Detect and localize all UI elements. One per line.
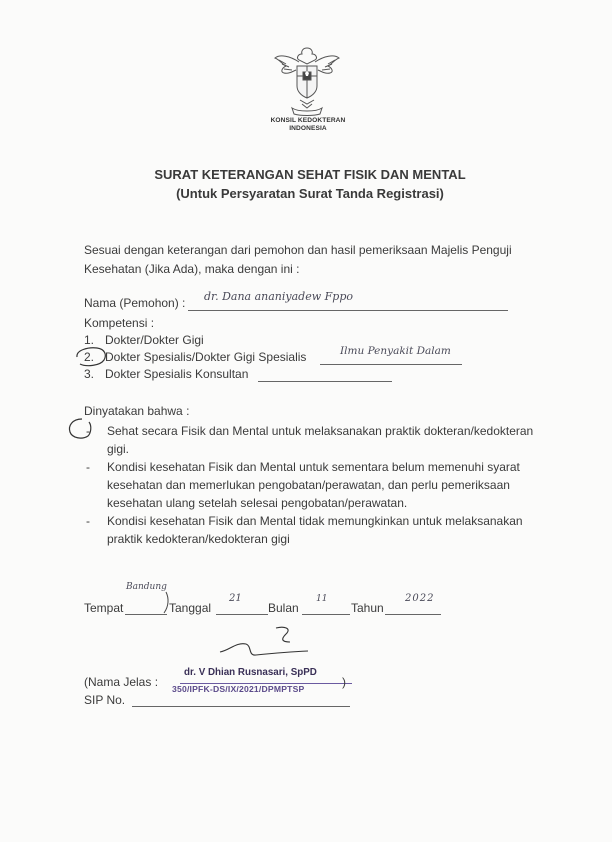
consultant-line [258, 381, 392, 382]
competence-label: Kompetensi : [84, 316, 155, 330]
document-title: SURAT KETERANGAN SEHAT FISIK DAN MENTAL [154, 167, 466, 182]
sip-label: SIP No. [84, 693, 126, 707]
date-line [216, 614, 268, 615]
statement-2-line-3: kesehatan ulang setelah selesai pengobatan/perawatan. [107, 496, 408, 510]
statement-1-line-2: gigi. [107, 442, 130, 456]
month-label: Bulan [268, 601, 299, 615]
name-label: Nama (Pemohon) : [84, 296, 186, 310]
competence-number-2: 2. [84, 350, 95, 364]
place-value: Bandung [126, 582, 167, 592]
clear-name-close: ) [342, 675, 346, 689]
specialist-line [320, 364, 462, 365]
specialist-value: Ilmu Penyakit Dalam [340, 345, 451, 357]
date-label: Tanggal [169, 601, 212, 615]
competence-option-3: Dokter Spesialis Konsultan [105, 367, 249, 381]
competence-option-2: Dokter Spesialis/Dokter Gigi Spesialis [105, 350, 307, 364]
signature-mark [216, 622, 336, 662]
name-line [188, 310, 508, 311]
statement-3-line-1: Kondisi kesehatan Fisik dan Mental tidak memungkinkan untuk melaksanakan [107, 514, 523, 528]
place-label: Tempat [84, 601, 124, 615]
month-value: 11 [316, 594, 328, 604]
year-line [385, 614, 441, 615]
declared-label: Dinyatakan bahwa : [84, 404, 190, 418]
statement-bullet-1: - [86, 424, 90, 438]
statement-2-line-1: Kondisi kesehatan Fisik dan Mental untuk sementara belum memenuhi syarat [107, 460, 520, 474]
document-subtitle: (Untuk Persyaratan Surat Tanda Registrasi) [176, 186, 444, 201]
clear-name-label: (Nama Jelas : [84, 675, 159, 689]
competence-number-1: 1. [84, 333, 95, 347]
name-value: dr. Dana ananiyadew Fppo [204, 290, 353, 303]
intro-line-1: Sesuai dengan keterangan dari pemohon dan hasil pemeriksaan Majelis Penguji [84, 243, 512, 257]
month-line [302, 614, 350, 615]
statement-circle-mark [66, 416, 96, 442]
statement-1-line-1: Sehat secara Fisik dan Mental untuk melaksanakan praktik dokteran/kedokteran [107, 424, 534, 438]
year-value: 2022 [405, 593, 435, 604]
statement-3-line-2: praktik kedokteran/kedokteran gigi [107, 532, 290, 546]
statement-2-line-2: kesehatan dan memerlukan pengobatan/perawatan, dan perlu pemeriksaan [107, 478, 510, 492]
stamp-doctor-name: dr. V Dhian Rusnasari, SpPD [184, 667, 317, 678]
stamp-registration-number: 350/IPFK-DS/IX/2021/DPMPTSP [172, 684, 305, 694]
institution-name-line2: INDONESIA [289, 125, 327, 132]
garuda-emblem-icon [272, 42, 342, 118]
year-label: Tahun [351, 601, 384, 615]
competence-option-1: Dokter/Dokter Gigi [105, 333, 204, 347]
intro-line-2: Kesehatan (Jika Ada), maka dengan ini : [84, 262, 300, 276]
statement-bullet-2: - [86, 460, 90, 474]
institution-name-line1: KONSIL KEDOKTERAN [270, 117, 346, 124]
competence-number-3: 3. [84, 367, 95, 381]
date-value: 21 [229, 593, 242, 604]
sip-line [132, 706, 350, 707]
statement-bullet-3: - [86, 514, 90, 528]
